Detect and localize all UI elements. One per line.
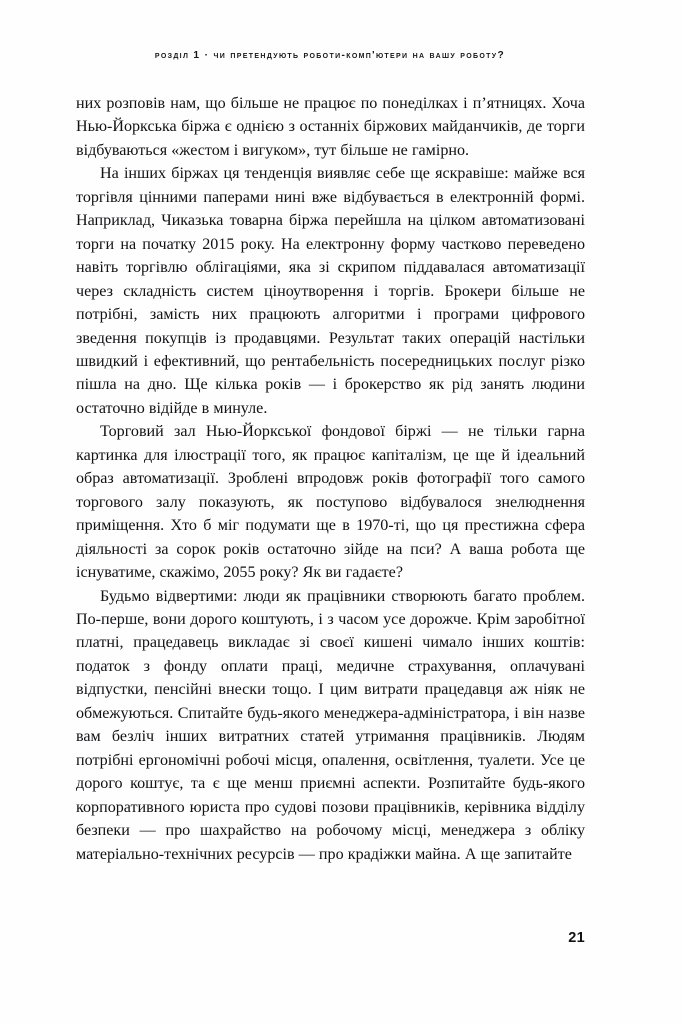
body-text-block bbox=[76, 92, 585, 866]
paragraph-frankly: Будьмо відвертими: люди як працівники створюють багато проблем. По-перше, вони дорого коштують, і з часом усе дорожче. Крім заробітної платні, працедавець викладає зі своєї кишені чимало інших коштів: податок з фонду оплати праці, медичне страхування, оплачувані відпустки, пенсійні внески тощо. І цим витрати працедавця аж ніяк не обмежуються. Спитайте будь-якого менеджера-адміністратора, і він назве вам безліч інших витратних статей утримання працівників. Людям потрібні ергономічні робочі місця, опалення, освітлення, туалети. Усе це дорого коштує, та є ще менш приємні аспекти. Розпитайте будь-якого корпоративного юриста про судові позови працівників, керівника відділу безпеки — про шахрайство на робочому місці, менеджера з обліку матеріально-технічних ресурсів — про крадіжки майна. А ще запитайте bbox=[76, 587, 585, 863]
running-header bbox=[76, 50, 584, 61]
paragraph-continuation: них розповів нам, що більше не працює по понеділках і п’ятницях. Хоча Нью-Йоркська біржа є однією з останніх біржових майданчиків, де торги відбуваються «жестом і вигуком», тут більше не гамірно. bbox=[76, 95, 585, 159]
paragraph-exchanges: На інших біржах ця тенденція виявляє себе ще яскравіше: майже вся торгівля цінними паперами нині вже відбувається в електронній формі. Наприклад, Чиказька товарна біржа перейшла на цілком автоматизовані торги на початку 2015 року. На електронну форму частково переведено навіть торгівлю облігаціями, яка зі скрипом піддавалася автоматизації через складність систем ціноутворення і торгів. Брокери більше не потрібні, замість них працюють алгоритми і програми цифрового зведення покупців із продавцями. Результат таких операцій настільки швидкий і ефективний, що рентабельність посередницьких послуг різко пішла на дно. Ще кілька років — і брокерство як рід занять людини остаточно відійде в минуле. bbox=[76, 165, 585, 417]
page-number: 21 bbox=[568, 930, 585, 946]
paragraph-trading-floor: Торговий зал Нью-Йоркської фондової біржі — не тільки гарна картинка для ілюстрації того, як працює капіталізм, це ще й ідеальний образ автоматизації. Зроблені впродовж років фотографії того самого торгового залу показують, як поступово відбувалося знелюднення приміщення. Хто б міг подумати ще в 1970-ті, що ця престижна сфера діяльності за сорок років остаточно зійде на пси? А ваша робота ще існуватиме, скажімо, 2055 року? Як ви гадаєте? bbox=[76, 423, 585, 582]
running-header-text: розділ 1 · чи претендують роботи-комп'ютери на вашу роботу? bbox=[154, 50, 506, 61]
